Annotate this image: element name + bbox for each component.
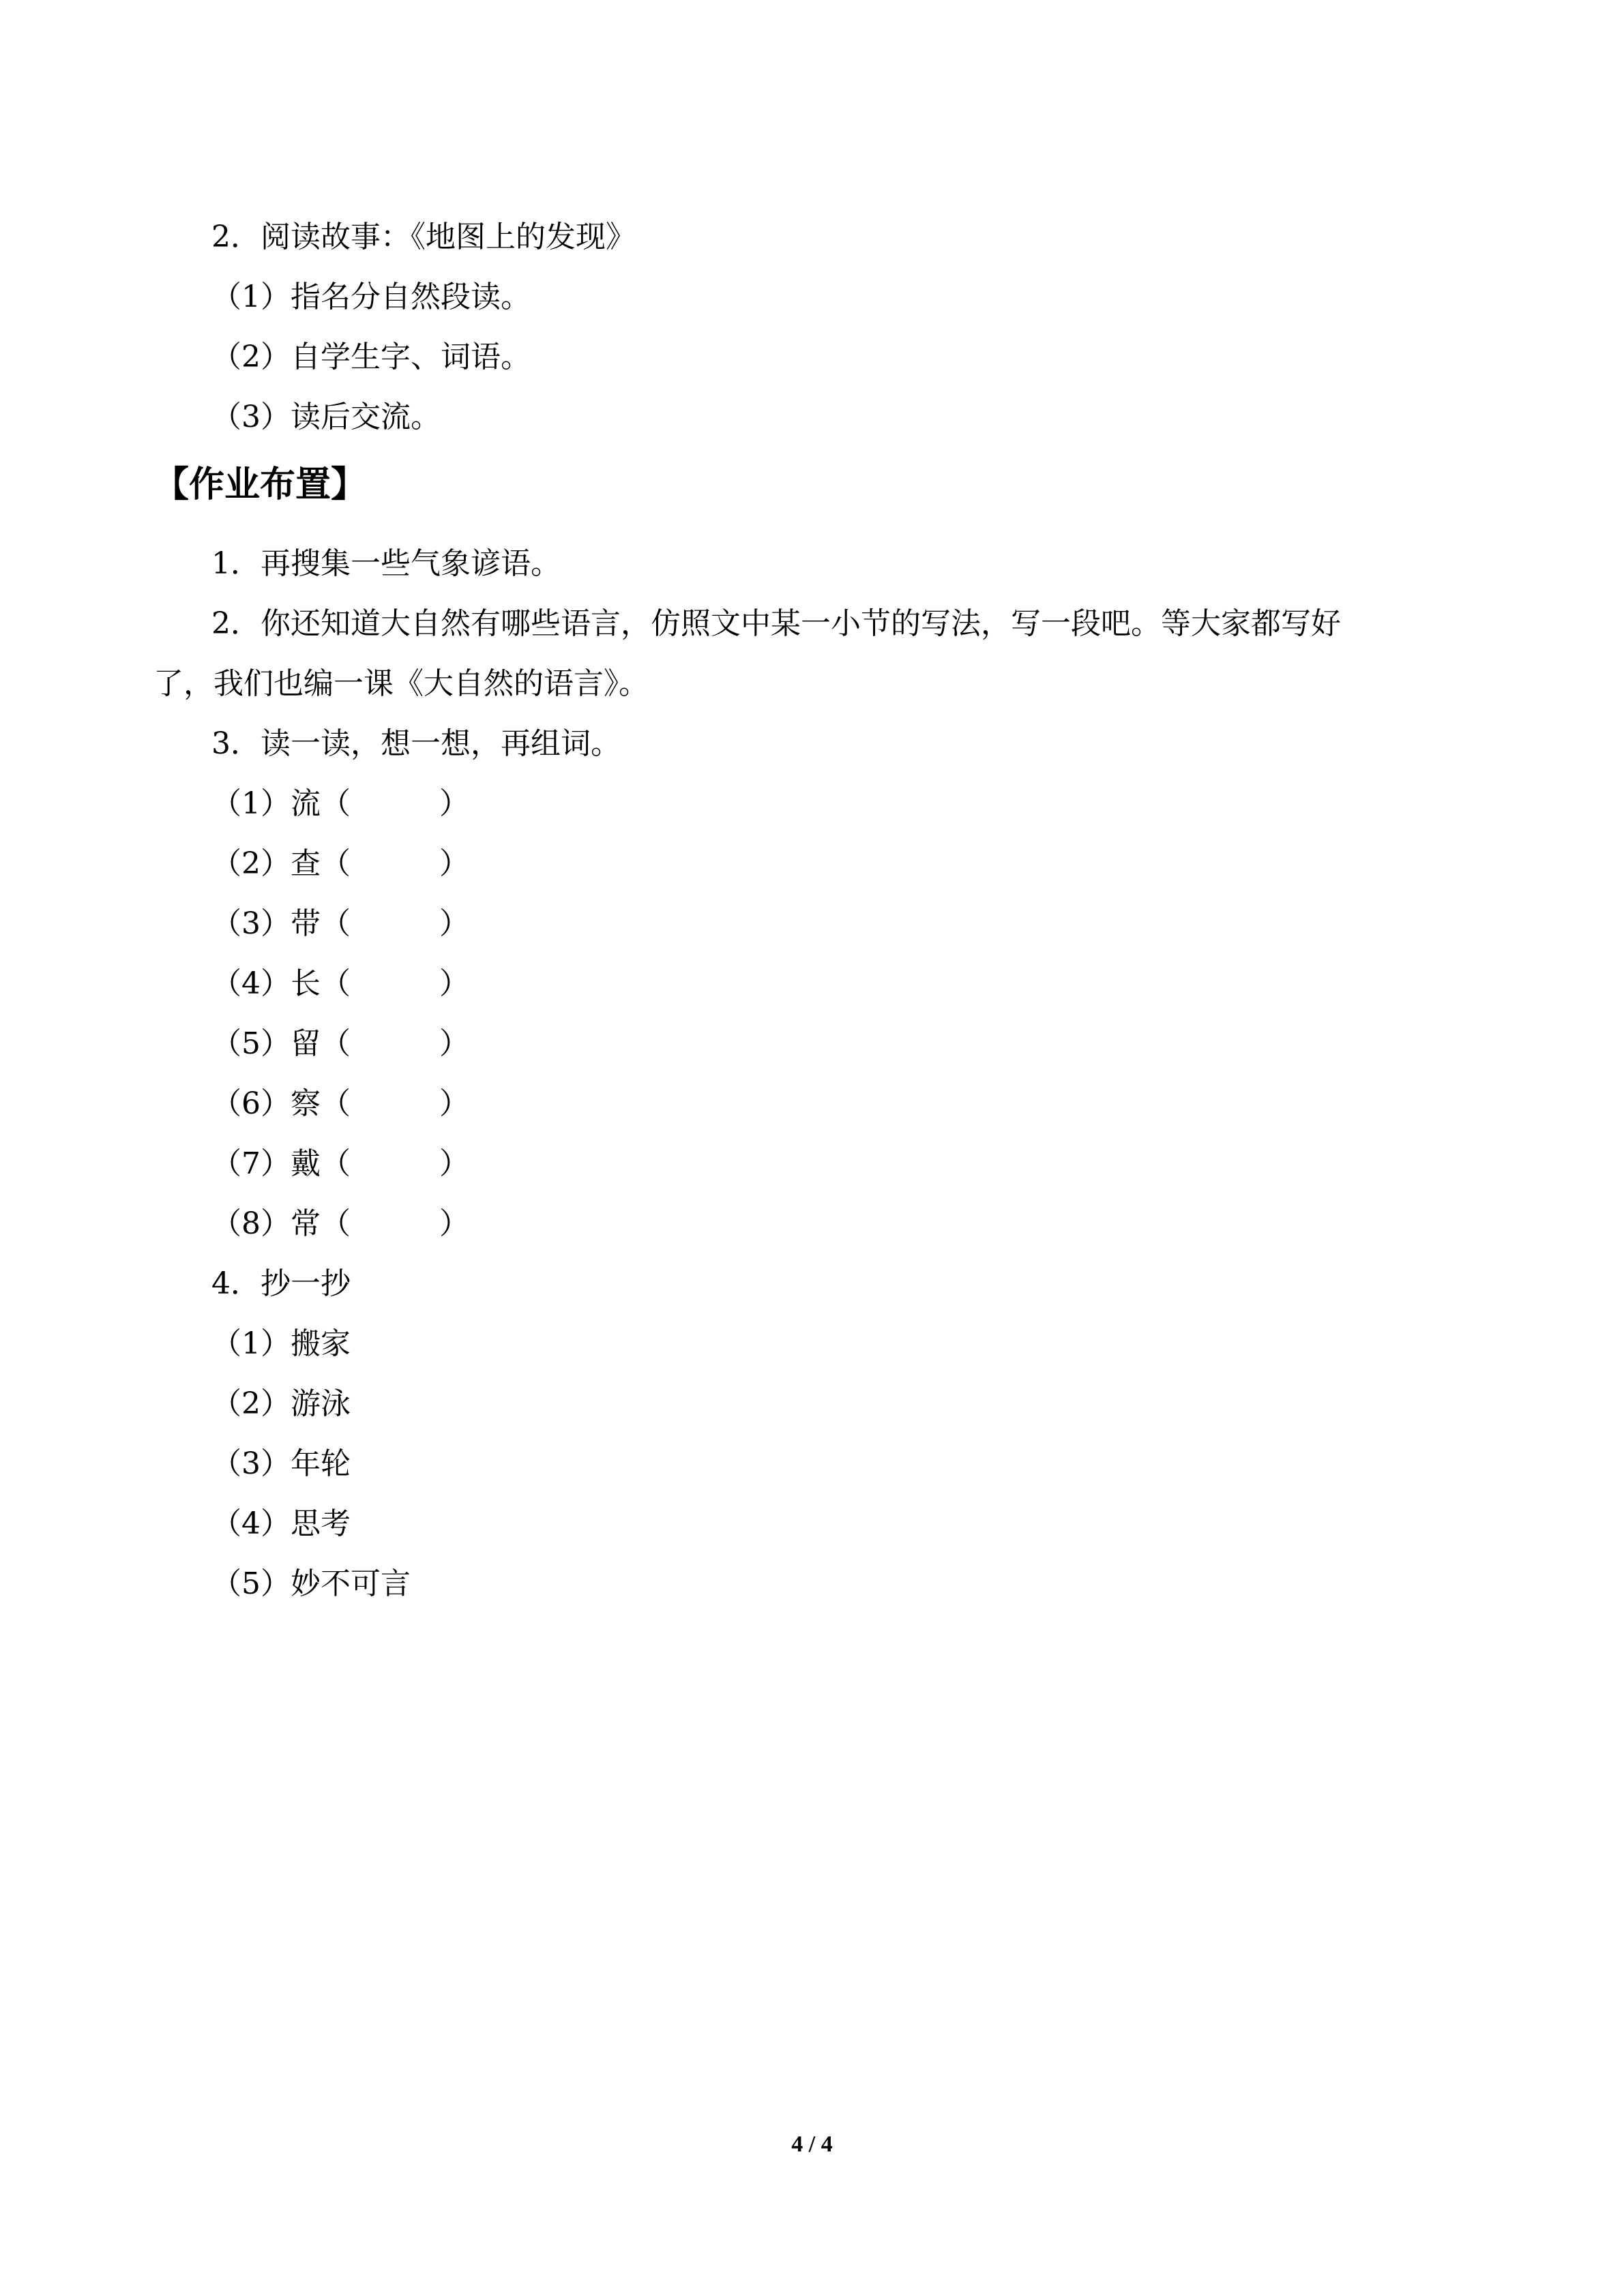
homework-item-1: 1．再搜集一些气象谚语。: [211, 546, 561, 581]
open-paren: （: [321, 1146, 351, 1181]
copy-item: （5）妙不可言: [211, 1566, 411, 1601]
close-paren: ）: [439, 966, 469, 1001]
word-group-row: [211, 1084, 469, 1124]
close-paren: ）: [439, 1086, 469, 1121]
word-group-row: [211, 844, 469, 884]
word-group-char: 留: [291, 1026, 321, 1061]
word-group-char: 带: [291, 906, 321, 941]
word-group-row: [211, 1024, 469, 1064]
open-paren: （: [321, 906, 351, 941]
word-group-char: 常: [291, 1206, 321, 1241]
word-group-char: 察: [291, 1086, 321, 1121]
word-group-char: 长: [291, 966, 321, 1001]
copy-item: （4）思考: [211, 1506, 351, 1541]
homework-item-2-line-1: 2．你还知道大自然有哪些语言，仿照文中某一小节的写法，写一段吧。等大家都写好: [211, 606, 1341, 641]
reading-step-3: （3）读后交流。: [211, 400, 441, 434]
homework-item-4: 4．抄一抄: [211, 1266, 351, 1301]
close-paren: ）: [439, 1206, 469, 1241]
close-paren: ）: [439, 786, 469, 821]
word-group-row: [211, 1144, 469, 1184]
copy-item: （1）搬家: [211, 1326, 351, 1361]
close-paren: ）: [439, 1026, 469, 1061]
word-group-number: （3）: [211, 906, 291, 941]
word-group-number: （1）: [211, 786, 291, 821]
reading-step-2: （2）自学生字、词语。: [211, 340, 531, 374]
open-paren: （: [321, 786, 351, 821]
word-group-row: [211, 964, 469, 1004]
word-group-char: 查: [291, 846, 321, 881]
word-group-number: （2）: [211, 846, 291, 881]
word-group-number: （7）: [211, 1146, 291, 1181]
copy-item: （2）游泳: [211, 1386, 351, 1421]
word-group-number: （6）: [211, 1086, 291, 1121]
open-paren: （: [321, 1086, 351, 1121]
open-paren: （: [321, 846, 351, 881]
word-group-row: [211, 784, 469, 824]
word-group-number: （8）: [211, 1206, 291, 1241]
word-group-char: 流: [291, 786, 321, 821]
homework-heading: 【作业布置】: [153, 464, 367, 505]
word-group-number: （5）: [211, 1026, 291, 1061]
open-paren: （: [321, 1206, 351, 1241]
open-paren: （: [321, 966, 351, 1001]
close-paren: ）: [439, 846, 469, 881]
word-group-row: [211, 1204, 469, 1244]
copy-item: （3）年轮: [211, 1446, 351, 1481]
homework-item-2-line-2: 了，我们也编一课《大自然的语言》。: [153, 666, 649, 701]
open-paren: （: [321, 1026, 351, 1061]
close-paren: ）: [439, 1146, 469, 1181]
page-number: 4 / 4: [791, 2132, 833, 2157]
reading-task-item: 2．阅读故事：《地图上的发现》: [211, 220, 636, 254]
homework-item-3: 3．读一读，想一想，再组词。: [211, 726, 621, 761]
close-paren: ）: [439, 906, 469, 941]
reading-step-1: （1）指名分自然段读。: [211, 280, 531, 314]
word-group-char: 戴: [291, 1146, 321, 1181]
word-group-number: （4）: [211, 966, 291, 1001]
word-group-row: [211, 904, 469, 944]
